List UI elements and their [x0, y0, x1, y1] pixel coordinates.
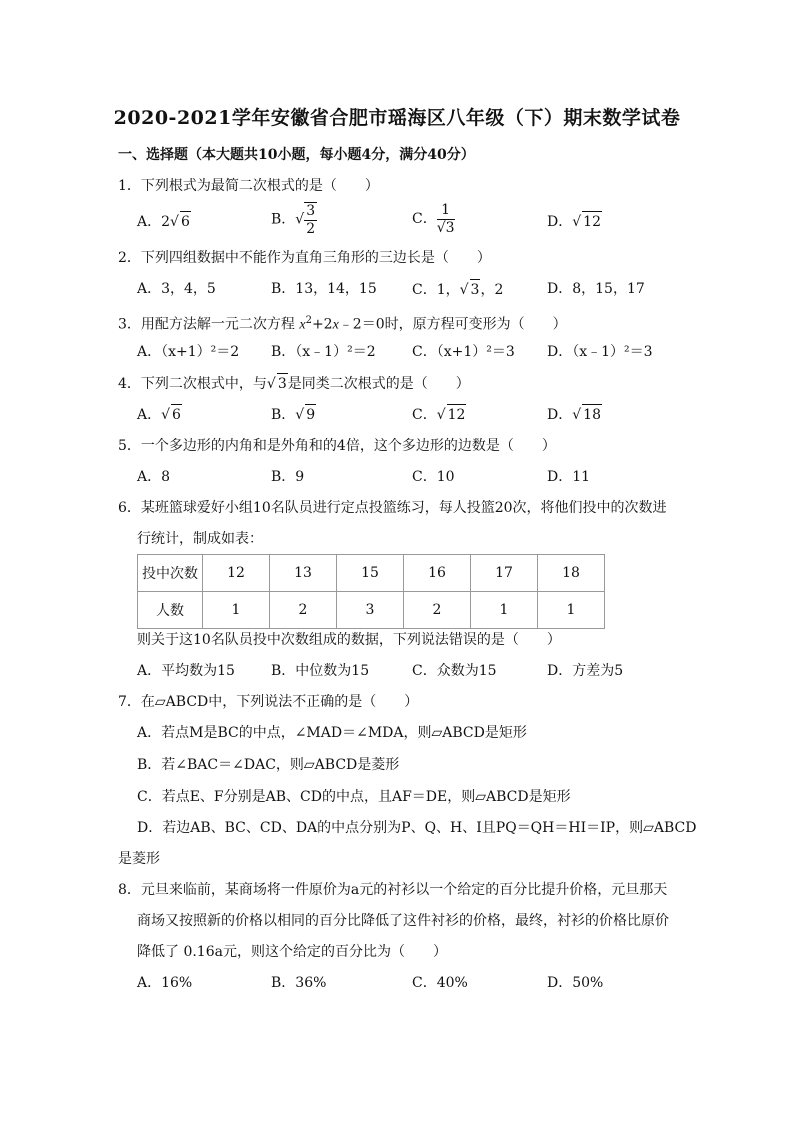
q6-option-d: D．方差为5 [547, 663, 624, 679]
table-cell: 1 [471, 592, 538, 629]
q4-option-c: C．√ 12 [412, 404, 466, 425]
q7-option-d-line2: 是菱形 [118, 851, 160, 867]
table-cell: 18 [538, 555, 605, 592]
q2-option-d: D．8，15，17 [547, 281, 645, 297]
table-cell: 17 [471, 555, 538, 592]
q6-data-table [137, 554, 605, 629]
q3-option-a: A．（x+1）²＝2 [137, 344, 240, 360]
q2-option-a: A．3，4，5 [137, 281, 216, 297]
q6-stem-line3: 则关于这10名队员投中次数组成的数据，下列说法错误的是（ ） [137, 632, 561, 648]
q6-option-c: C．众数为15 [412, 663, 497, 679]
q6-stem-line1: 6．某班篮球爱好小组10名队员进行定点投篮练习，每人投篮20次，将他们投中的次数进 [118, 500, 667, 516]
table-cell: 投中次数 [138, 555, 203, 592]
table-cell: 16 [404, 555, 471, 592]
q6-stem-line2: 行统计，制成如表： [137, 531, 263, 547]
table-cell: 2 [404, 592, 471, 629]
table-cell: 人数 [138, 592, 203, 629]
q4-option-d: D．√ 18 [547, 404, 602, 425]
q1-option-c: C． $\frac{1}{√3}$ [412, 202, 455, 236]
q5-option-d: D．11 [547, 469, 591, 485]
q8-option-d: D．50% [547, 975, 604, 991]
q8-option-a: A．16% [137, 975, 193, 991]
section-heading: 一、选择题（本大题共10小题，每小题4分，满分40分） [118, 147, 475, 163]
q8-stem-line3: 降低了 0.16a元，则这个给定的百分比为（ ） [137, 944, 447, 960]
q6-option-a: A．平均数为15 [137, 663, 235, 679]
q1-option-d: D．√ 12 [547, 211, 602, 232]
q8-option-c: C．40% [412, 975, 468, 991]
q2-option-b: B．13，14，15 [271, 281, 377, 297]
q7-option-d-line1: D．若边AB、BC、CD、DA的中点分别为P、Q、H、I且PQ＝QH＝HI＝IP，则▱ABCD [137, 820, 697, 836]
q2-stem: 2．下列四组数据中不能作为直角三角形的三边长是（ ） [118, 250, 491, 266]
q5-option-c: C．10 [412, 469, 455, 485]
q7-option-b: B．若∠BAC＝∠DAC，则▱ABCD是菱形 [137, 757, 400, 773]
table-row [138, 555, 605, 592]
q3-stem: 3．用配方法解一元二次方程 $x^2+2x﹣2=0$时，原方程可变形为（ ） [118, 315, 567, 333]
table-cell: 1 [538, 592, 605, 629]
q6-option-b: B．中位数为15 [271, 663, 370, 679]
table-cell: 3 [337, 592, 404, 629]
q7-option-c: C．若点E、F分别是AB、CD的中点，且AF＝DE，则▱ABCD是矩形 [137, 789, 571, 805]
q1-option-a: A．2√ 6 [137, 211, 191, 232]
page-title: 2020-2021学年安徽省合肥市瑶海区八年级（下）期末数学试卷 [113, 107, 681, 129]
q2-option-c: C．1，√ 3，2 [412, 279, 503, 300]
q7-stem: 7．在▱ABCD中，下列说法不正确的是（ ） [118, 694, 419, 710]
table-cell: 12 [203, 555, 270, 592]
q5-option-a: A．8 [137, 469, 171, 485]
q5-option-b: B．9 [271, 469, 305, 485]
table-cell: 13 [270, 555, 337, 592]
q8-stem-line2: 商场又按照新的价格以相同的百分比降低了这件衬衫的价格，最终，衬衫的价格比原价 [137, 913, 669, 929]
table-cell: 15 [337, 555, 404, 592]
table-row [138, 592, 605, 629]
q4-stem: 4．下列二次根式中，与√ 3是同类二次根式的是（ ） [118, 373, 470, 394]
q4-option-b: B．√ 9 [271, 404, 316, 425]
q5-stem: 5．一个多边形的内角和是外角和的4倍，这个多边形的边数是（ ） [118, 438, 556, 454]
q3-option-b: B．（x﹣1）²＝2 [271, 344, 376, 360]
q1-option-b: B．√ $\frac{3}{2}$ [271, 203, 316, 237]
q3-option-d: D．（x﹣1）²＝3 [547, 344, 653, 360]
q7-option-a: A．若点M是BC的中点，∠MAD＝∠MDA，则▱ABCD是矩形 [137, 725, 527, 741]
q4-option-a: A．√ 6 [137, 404, 182, 425]
q1-stem: 1．下列根式为最简二次根式的是（ ） [118, 178, 379, 194]
q3-option-c: C．（x+1）²＝3 [412, 344, 515, 360]
table-cell: 2 [270, 592, 337, 629]
q8-stem-line1: 8．元旦来临前，某商场将一件原价为a元的衬衫以一个给定的百分比提升价格，元旦那天 [118, 882, 668, 898]
table-cell: 1 [203, 592, 270, 629]
q8-option-b: B．36% [271, 975, 327, 991]
